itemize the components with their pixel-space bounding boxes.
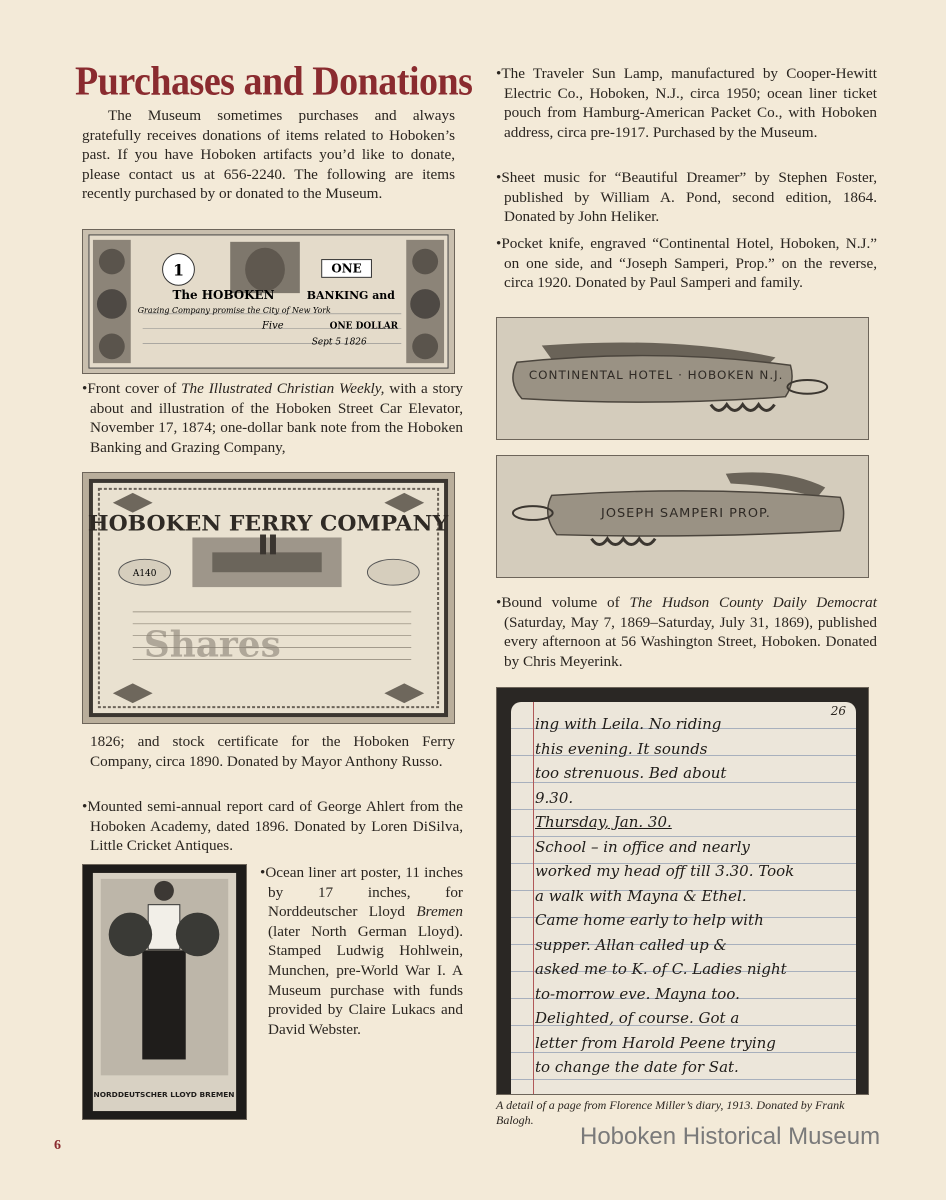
knife-back-image — [496, 455, 869, 578]
banknote-banking: BANKING and — [306, 289, 395, 303]
left-bullet-3-rest: (later North German Lloyd). Stamped Ludwig Hohlwein, Munchen, pre-World War I. A Museum purchase with funds provided by Claire Lukacs and David Webster. — [268, 922, 463, 1038]
banknote-illustration — [83, 230, 454, 373]
knife-back-illustration — [497, 456, 868, 577]
diary-line: Came home early to help with — [535, 911, 764, 929]
diary-line: too strenuous. Bed about — [535, 764, 727, 782]
knife-front-engraving: CONTINENTAL HOTEL · HOBOKEN N.J. — [528, 368, 784, 382]
right-bullet-1: • The Traveler Sun Lamp, manufactured by Cooper-Hewitt Electric Co., Hoboken, N.J., circa 1950; ocean liner ticket pouch from Hamburg-American Packet Co., with Hoboken address, circa pre-1917. Purchased by the Museum. — [496, 64, 877, 142]
diary-image — [496, 687, 869, 1095]
ferry-certificate-image — [82, 472, 455, 724]
right-bullet-3: • Pocket knife, engraved “Continental Hotel, Hoboken, N.J.” on one side, and “Joseph Samperi, Prop.” on the reverse, circa 1920. Donated by Paul Samperi and family. — [496, 234, 877, 293]
left-bullet-1-continued: 1826; and stock certificate for the Hoboken Ferry Company, circa 1890. Donated by Mayor Anthony Russo. — [90, 733, 455, 770]
right-bullet-4-rest: (Saturday, May 7, 1869–Saturday, July 31, 1869), published every afternoon at 56 Washington Street, Hoboken. Donated by Chris Meyerink. — [504, 613, 877, 670]
page-title: Purchases and Donations — [75, 59, 473, 105]
diary-line: Thursday, Jan. 30. — [535, 813, 672, 831]
right-bullet-4 — [496, 593, 877, 671]
diary-lines — [535, 712, 851, 1080]
left-bullet-1 — [82, 379, 463, 457]
left-bullet-1-text: Front cover of — [87, 380, 182, 397]
left-bullet-3-text: Ocean liner art poster, 11 inches by 17 inches, for Norddeutscher Lloyd — [265, 864, 463, 921]
left-bullet-2: • Mounted semi-annual report card of George Ahlert from the Hoboken Academy, dated 1896. Donated by Loren DiSilva, Little Cricket Antiques. — [82, 797, 463, 856]
ferry-company-name: HOBOKEN FERRY COMPANY — [87, 510, 449, 537]
diary-line: to change the date for Sat. — [535, 1058, 739, 1076]
poster-illustration — [83, 865, 246, 1119]
knife-front-illustration — [497, 318, 868, 439]
diary-line: ing with Leila. No riding — [535, 715, 722, 733]
banknote-numeral: 1 — [172, 260, 185, 280]
intro-paragraph: The Museum sometimes purchases and always gratefully receives donations of items related to Hoboken’s past. If you have Hoboken artifacts you’d like to donate, please contact us at 656-2240. The following are items recently purchased by or donated to the Museum. — [82, 107, 455, 203]
diary-line: 9.30. — [535, 788, 574, 807]
diary-margin-line — [533, 702, 534, 1095]
watermark: Hoboken Historical Museum — [580, 1123, 881, 1150]
page-number: 6 — [54, 1138, 61, 1153]
diary-caption: A detail of a page from Florence Miller’s diary, 1913. Donated by Frank Balogh. — [496, 1098, 845, 1127]
poster-image — [82, 864, 247, 1120]
ferry-certificate-illustration — [83, 473, 454, 723]
ferry-cert-number: A140 — [132, 569, 157, 580]
diary-line: worked my head off till 3.30. Took — [535, 862, 795, 880]
right-bullet-4-italic: The Hudson County Daily Democrat — [629, 594, 877, 611]
diary-line: this evening. It sounds — [535, 739, 708, 758]
banknote-date: Sept 5 1826 — [311, 337, 367, 348]
left-bullet-1-italic: The Illustrated Christian Weekly, — [181, 380, 385, 397]
diary-line: asked me to K. of C. Ladies night — [535, 960, 787, 978]
knife-back-engraving: JOSEPH SAMPERI PROP. — [601, 506, 771, 521]
banknote-promise: Grazing Company promise the City of New York — [137, 305, 331, 315]
diary-line: School – in office and nearly — [535, 837, 750, 856]
right-bullet-4-text: Bound volume of — [501, 594, 630, 611]
right-bullet-2: • Sheet music for “Beautiful Dreamer” by Stephen Foster, published by William A. Pond, second edition, 1864. Donated by John Heliker. — [496, 168, 877, 227]
ferry-shares-word: Shares — [143, 623, 281, 666]
banknote-five: Five — [262, 320, 284, 332]
diary-line: a walk with Mayna & Ethel. — [535, 886, 747, 905]
left-bullet-3-italic: Bremen — [416, 903, 463, 921]
poster-caption: NORDDEUTSCHER LLOYD BREMEN — [93, 1090, 235, 1100]
left-bullet-3 — [260, 863, 463, 1039]
diary-line: supper. Allan called up & — [535, 935, 727, 954]
banknote-image — [82, 229, 455, 374]
banknote-dollar: ONE DOLLAR — [329, 321, 399, 332]
diary-line: Delighted, of course. Got a — [535, 1009, 740, 1027]
banknote-bank-name: The HOBOKEN — [172, 288, 275, 303]
diary-line: letter from Harold Peene trying — [535, 1033, 776, 1052]
diary-page-number: 26 — [830, 704, 846, 718]
knife-front-image — [496, 317, 869, 440]
diary-line: to-morrow eve. Mayna too. — [535, 984, 740, 1003]
left-bullet-1-rest: with a story about and illustration of the Hoboken Street Car Elevator, November 17, 1874; one-dollar bank note from the Hoboken Banking and Grazing Company, — [90, 380, 463, 456]
banknote-one: ONE — [331, 261, 362, 276]
diary-page — [511, 702, 856, 1095]
